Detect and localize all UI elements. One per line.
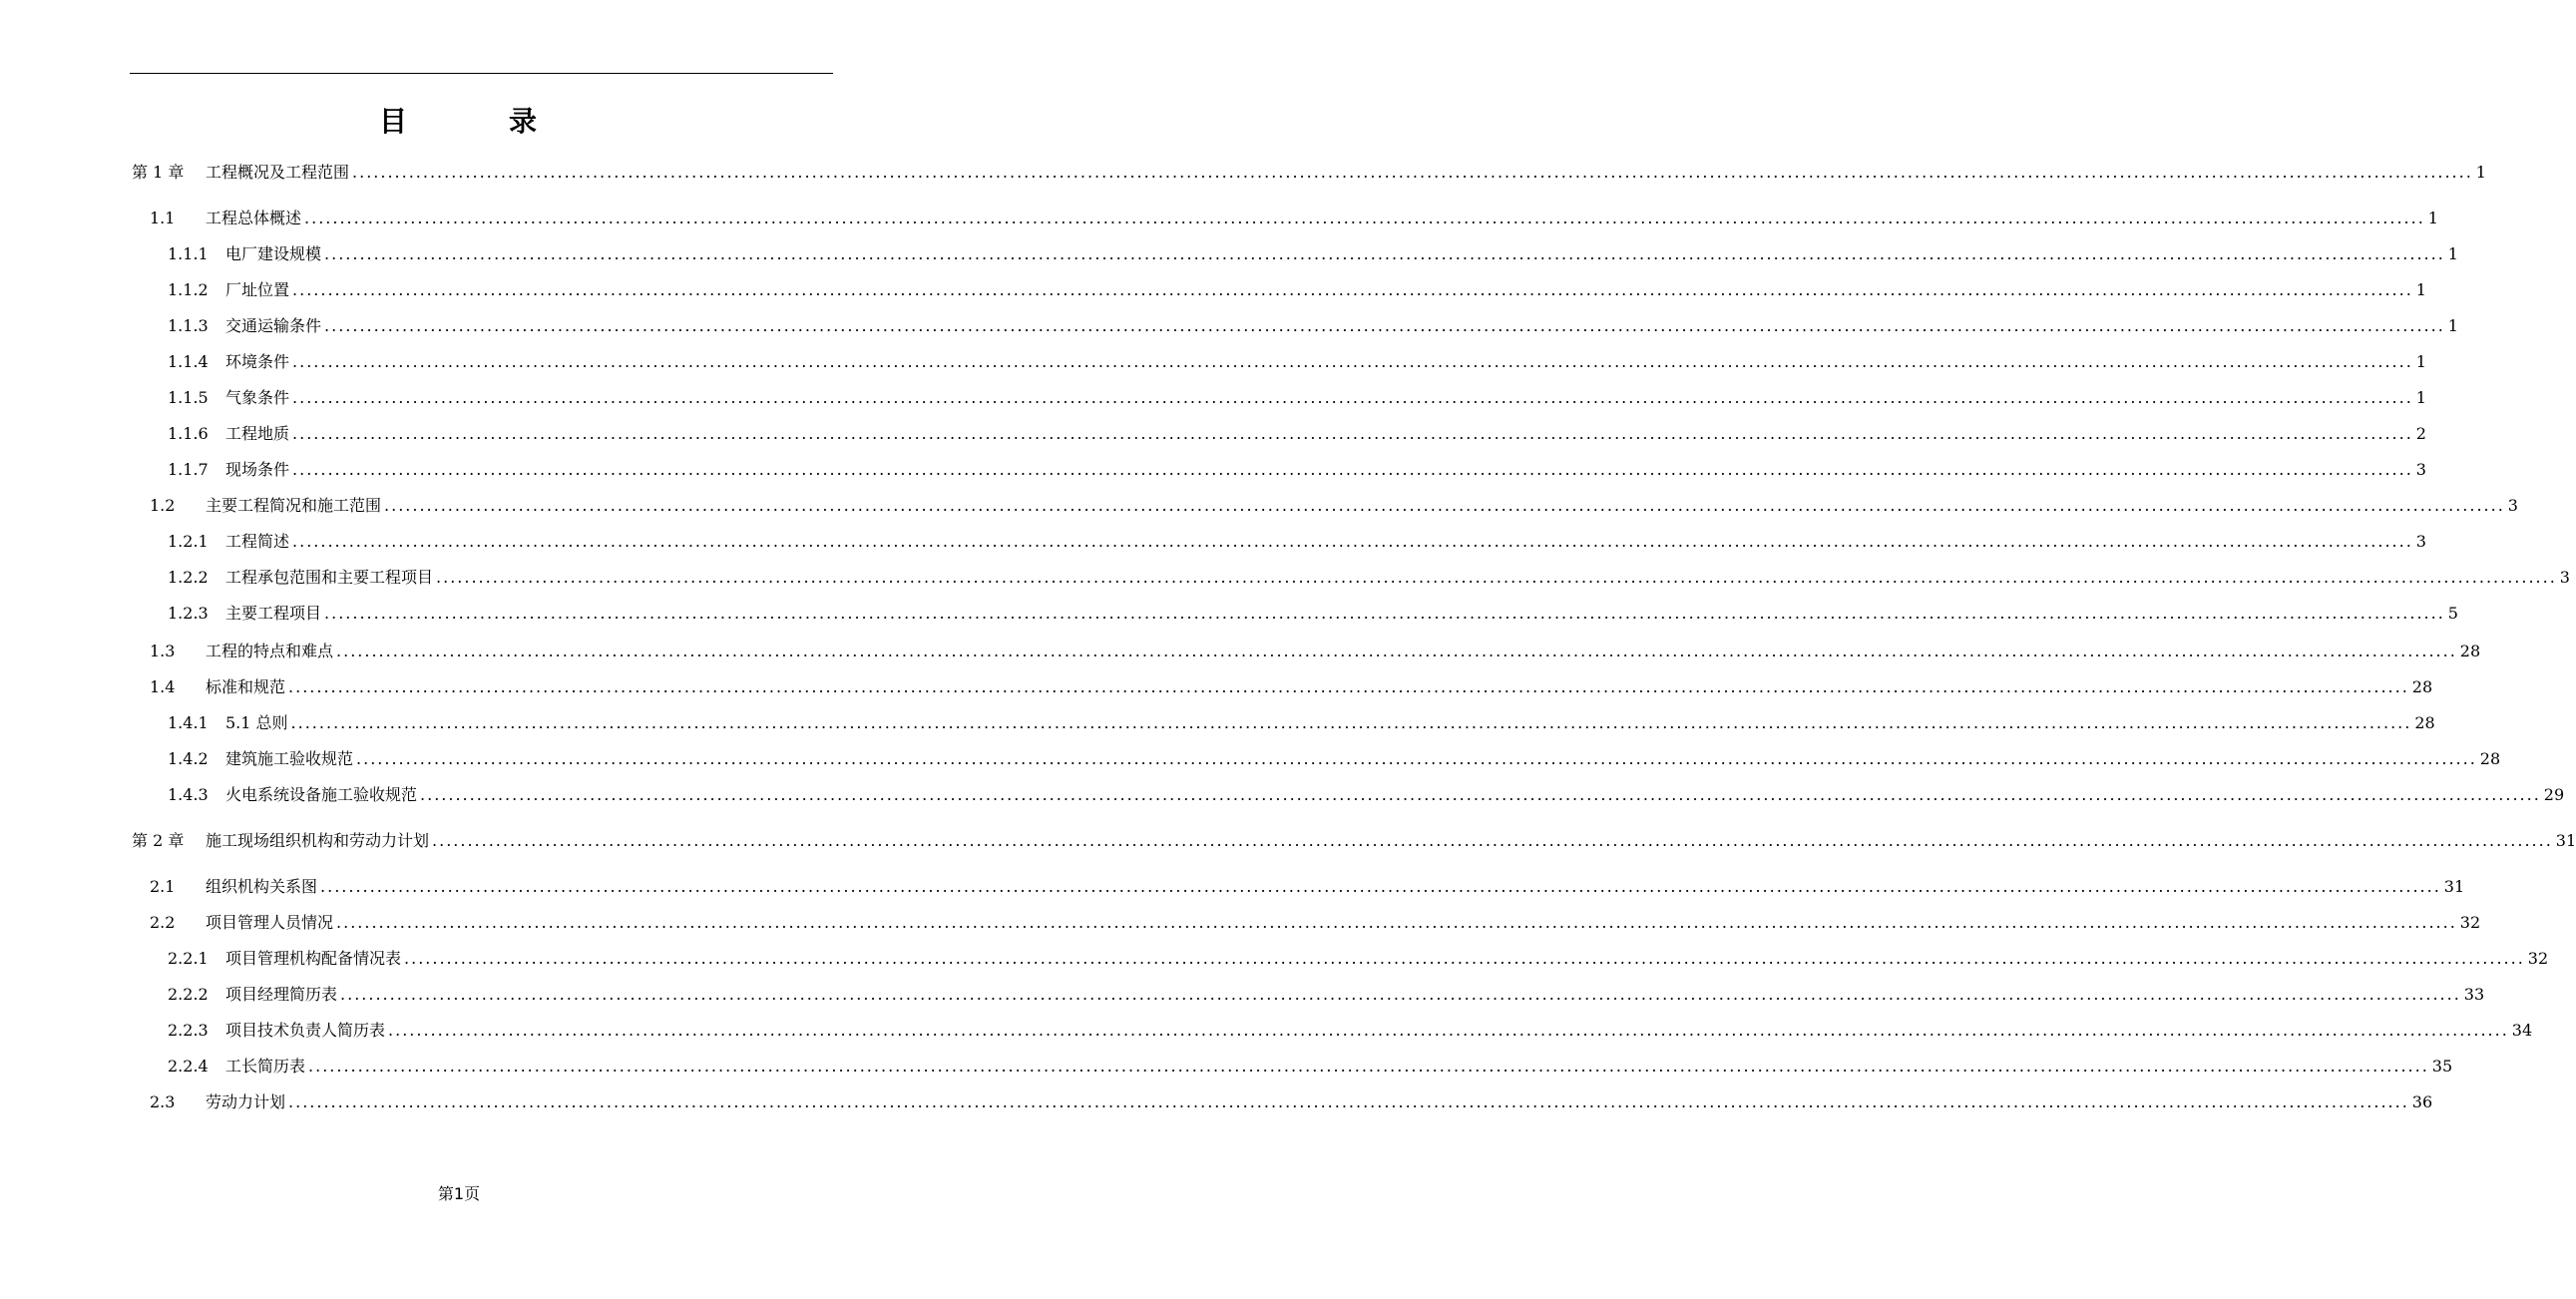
- toc-entry-title: 火电系统设备施工验收规范: [225, 785, 418, 804]
- toc-entry[interactable]: [150, 493, 2518, 519]
- toc-leader-dots: ............................................................................................................................................................................................................................................................................................................: [288, 677, 2409, 696]
- toc-entry-number: 1.1.7: [168, 460, 209, 479]
- toc-leader-dots: ............................................................................................................................................................................................................................................................................................................: [436, 568, 2557, 587]
- toc-leader-dots: ............................................................................................................................................................................................................................................................................................................: [340, 985, 2461, 1004]
- toc-leader-dots: ............................................................................................................................................................................................................................................................................................................: [292, 352, 2413, 371]
- toc-entry-page: 28: [2414, 713, 2435, 732]
- toc-entry-number: 1.4.1: [168, 713, 209, 732]
- toc-entry-number: 1.2.1: [168, 532, 209, 551]
- toc-entry-title: 工程承包范围和主要工程项目: [225, 568, 434, 587]
- toc-entry-title: 工长简历表: [225, 1057, 306, 1076]
- toc-entry[interactable]: [168, 946, 2549, 972]
- toc-entry-number: 2.2: [150, 913, 176, 932]
- toc-chapter[interactable]: [132, 828, 2576, 854]
- page-title: [0, 100, 918, 140]
- toc-leader-dots: ............................................................................................................................................................................................................................................................................................................: [432, 831, 2553, 850]
- toc-entry-page: 36: [2411, 1092, 2433, 1111]
- toc-entry-page: 3: [2415, 532, 2426, 551]
- toc-entry-title: 建筑施工验收规范: [225, 749, 354, 768]
- toc-entry[interactable]: [168, 782, 2565, 808]
- toc-entry-page: 3: [2559, 568, 2570, 587]
- toc-entry-number: 1.2.3: [168, 604, 209, 623]
- toc-entry[interactable]: [150, 910, 2481, 936]
- toc-leader-dots: ............................................................................................................................................................................................................................................................................................................: [336, 642, 2457, 660]
- toc-entry[interactable]: [168, 601, 2458, 627]
- toc-entry-page: 29: [2543, 785, 2565, 804]
- toc-entry[interactable]: [168, 1054, 2453, 1080]
- toc-leader-dots: ............................................................................................................................................................................................................................................................................................................: [324, 316, 2445, 335]
- toc-entry[interactable]: [168, 241, 2458, 267]
- toc-entry-page: 2: [2415, 424, 2426, 443]
- toc-entry-number: 1.1.5: [168, 388, 209, 407]
- toc-entry[interactable]: [150, 206, 2438, 231]
- toc-entry-page: 5: [2447, 604, 2458, 623]
- toc-entry-number: 2.2.4: [168, 1057, 209, 1076]
- toc-entry-page: 32: [2527, 949, 2549, 968]
- toc-entry-title: 主要工程项目: [225, 604, 322, 623]
- toc-entry-title: 标准和规范: [206, 677, 286, 696]
- toc-entry-title: 电厂建设规模: [225, 244, 322, 263]
- toc-entry[interactable]: [168, 746, 2501, 772]
- toc-entry-number: 1.1.4: [168, 352, 209, 371]
- toc-entry-title: 现场条件: [225, 460, 290, 479]
- toc-entry-number: 1.4.3: [168, 785, 209, 804]
- toc-entry-page: 1: [2427, 209, 2438, 227]
- toc-leader-dots: ............................................................................................................................................................................................................................................................................................................: [336, 913, 2457, 932]
- toc-entry-number: 第 2 章: [132, 831, 185, 850]
- toc-entry-title: 环境条件: [225, 352, 290, 371]
- page-footer: 第1页: [437, 1184, 481, 1203]
- toc-entry-title: 项目管理人员情况: [206, 913, 334, 932]
- toc-entry-number: 第 1 章: [132, 163, 185, 182]
- toc-entry[interactable]: [150, 874, 2465, 900]
- toc-entry[interactable]: [168, 982, 2485, 1008]
- toc-entry-number: 1.1.1: [168, 244, 209, 263]
- toc-entry-page: 34: [2511, 1021, 2533, 1040]
- toc-entry-page: 32: [2459, 913, 2481, 932]
- toc-entry-page: 1: [2415, 388, 2426, 407]
- toc-entry-number: 2.2.1: [168, 949, 209, 968]
- toc-leader-dots: ............................................................................................................................................................................................................................................................................................................: [324, 244, 2445, 263]
- toc-entry-number: 2.1: [150, 877, 176, 896]
- toc-entry[interactable]: [168, 565, 2570, 591]
- toc-entry-page: 1: [2447, 316, 2458, 335]
- toc-leader-dots: ............................................................................................................................................................................................................................................................................................................: [292, 424, 2413, 443]
- toc-chapter[interactable]: [132, 160, 2486, 186]
- toc-leader-dots: ............................................................................................................................................................................................................................................................................................................: [352, 163, 2473, 182]
- toc-leader-dots: ............................................................................................................................................................................................................................................................................................................: [292, 460, 2413, 479]
- toc-entry-title: 项目经理简历表: [225, 985, 338, 1004]
- toc-entry-number: 2.2.2: [168, 985, 209, 1004]
- toc-entry-page: 33: [2463, 985, 2485, 1004]
- toc-leader-dots: ............................................................................................................................................................................................................................................................................................................: [324, 604, 2445, 623]
- toc-entry-number: 1.1.6: [168, 424, 209, 443]
- toc-entry-page: 1: [2415, 280, 2426, 299]
- toc-entry[interactable]: [168, 457, 2426, 483]
- toc-entry[interactable]: [168, 529, 2426, 555]
- toc-entry-page: 3: [2415, 460, 2426, 479]
- toc-entry-page: 1: [2415, 352, 2426, 371]
- toc-entry-number: 1.4.2: [168, 749, 209, 768]
- toc-entry[interactable]: [150, 674, 2433, 700]
- toc-leader-dots: ............................................................................................................................................................................................................................................................................................................: [288, 1092, 2409, 1111]
- toc-leader-dots: ............................................................................................................................................................................................................................................................................................................: [356, 749, 2477, 768]
- toc-leader-dots: ............................................................................................................................................................................................................................................................................................................: [388, 1021, 2509, 1040]
- toc-entry-title: 气象条件: [225, 388, 290, 407]
- toc-entry-title: 组织机构关系图: [206, 877, 318, 896]
- toc-entry-number: 1.1: [150, 209, 176, 227]
- toc-entry-title: 工程总体概述: [206, 209, 302, 227]
- toc-leader-dots: ............................................................................................................................................................................................................................................................................................................: [320, 877, 2441, 896]
- toc-entry-title: 施工现场组织机构和劳动力计划: [206, 831, 430, 850]
- toc-leader-dots: ............................................................................................................................................................................................................................................................................................................: [404, 949, 2525, 968]
- toc-entry-number: 2.3: [150, 1092, 176, 1111]
- toc-leader-dots: ............................................................................................................................................................................................................................................................................................................: [292, 280, 2413, 299]
- toc-entry-page: 31: [2555, 831, 2576, 850]
- toc-leader-dots: ............................................................................................................................................................................................................................................................................................................: [384, 496, 2505, 515]
- toc-entry-page: 31: [2443, 877, 2465, 896]
- toc-entry-title: 工程概况及工程范围: [206, 163, 350, 182]
- toc-entry[interactable]: [150, 1089, 2433, 1115]
- toc-leader-dots: ............................................................................................................................................................................................................................................................................................................: [290, 713, 2412, 732]
- toc-entry-number: 1.1.3: [168, 316, 209, 335]
- toc-entry-title: 工程的特点和难点: [206, 642, 334, 660]
- header-rule: [130, 73, 833, 74]
- toc-leader-dots: ............................................................................................................................................................................................................................................................................................................: [304, 209, 2425, 227]
- toc-entry-page: 35: [2431, 1057, 2453, 1076]
- toc-entry-title: 工程简述: [225, 532, 290, 551]
- toc-entry-number: 1.4: [150, 677, 176, 696]
- toc-entry[interactable]: [168, 277, 2426, 303]
- toc-entry[interactable]: [150, 639, 2481, 664]
- toc-entry[interactable]: [168, 1018, 2533, 1044]
- toc-entry-page: 1: [2447, 244, 2458, 263]
- toc-entry-page: 28: [2411, 677, 2433, 696]
- toc-entry-title: 劳动力计划: [206, 1092, 286, 1111]
- toc-leader-dots: ............................................................................................................................................................................................................................................................................................................: [420, 785, 2541, 804]
- toc-entry-title: 项目管理机构配备情况表: [225, 949, 402, 968]
- toc-entry-title: 厂址位置: [225, 280, 290, 299]
- toc-entry-page: 28: [2459, 642, 2481, 660]
- title-char-1: 目: [378, 105, 409, 138]
- toc-entry[interactable]: [168, 349, 2426, 375]
- toc-entry-title: 交通运输条件: [225, 316, 322, 335]
- toc-leader-dots: ............................................................................................................................................................................................................................................................................................................: [292, 532, 2413, 551]
- toc-entry-page: 28: [2479, 749, 2501, 768]
- toc-entry[interactable]: [168, 421, 2426, 447]
- toc-entry-title: 5.1 总则: [225, 713, 288, 732]
- toc-entry-number: 1.1.2: [168, 280, 209, 299]
- toc-leader-dots: ............................................................................................................................................................................................................................................................................................................: [308, 1057, 2429, 1076]
- toc-entry-title: 项目技术负责人简历表: [225, 1021, 386, 1040]
- toc-entry-number: 1.3: [150, 642, 176, 660]
- toc-entry-number: 2.2.3: [168, 1021, 209, 1040]
- toc-entry[interactable]: [168, 385, 2426, 411]
- toc-entry[interactable]: [168, 313, 2458, 339]
- title-char-2: 录: [509, 105, 540, 138]
- toc-entry-number: 1.2.2: [168, 568, 209, 587]
- toc-leader-dots: ............................................................................................................................................................................................................................................................................................................: [292, 388, 2413, 407]
- toc-entry-page: 1: [2475, 163, 2486, 182]
- toc-entry-title: 主要工程简况和施工范围: [206, 496, 382, 515]
- toc-entry-number: 1.2: [150, 496, 176, 515]
- toc-entry-page: 3: [2507, 496, 2518, 515]
- toc-entry-title: 工程地质: [225, 424, 290, 443]
- toc-entry[interactable]: [168, 710, 2435, 736]
